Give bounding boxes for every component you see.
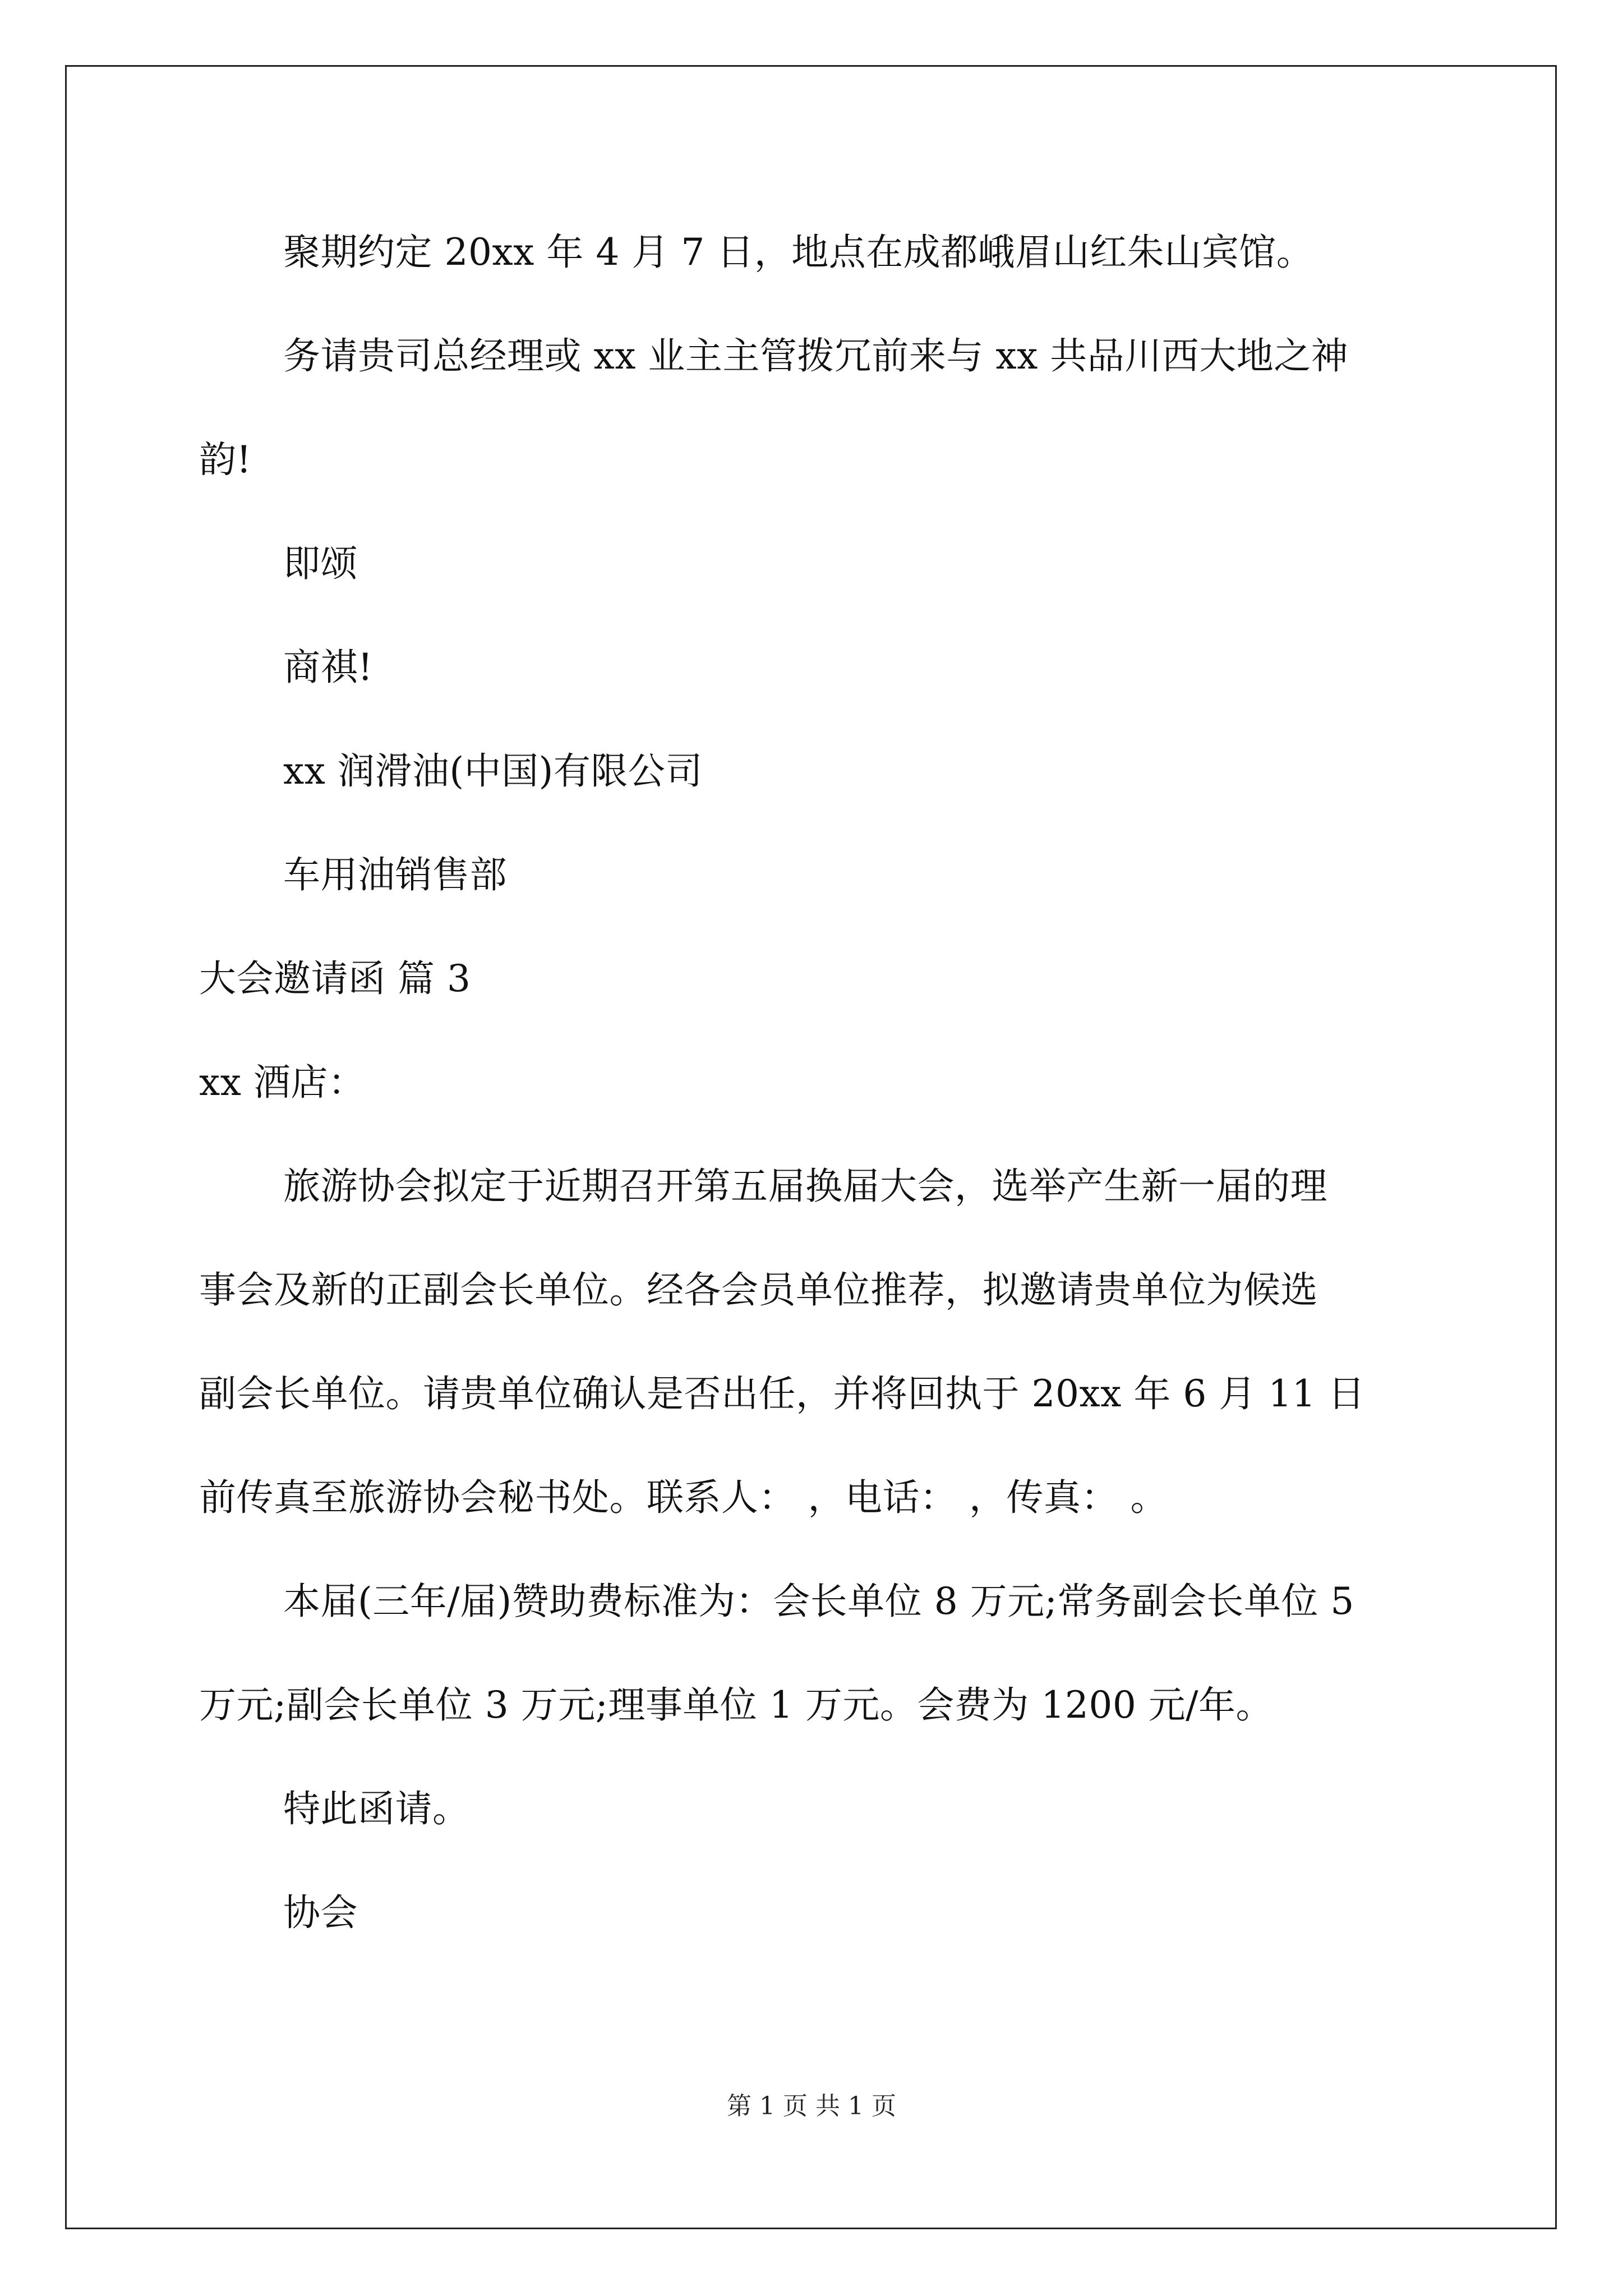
paragraph-line: 事会及新的正副会长单位。经各会员单位推荐，拟邀请贵单位为候选: [199, 1268, 1318, 1312]
signature-department: 车用油销售部: [283, 853, 507, 896]
page-footer: 第 1 页 共 1 页: [727, 2092, 896, 2120]
signature-org: 协会: [283, 1891, 358, 1934]
paragraph-line: 本届(三年/届)赞助费标准为：会长单位 8 万元;常务副会长单位 5: [283, 1580, 1354, 1623]
paragraph-line: 韵!: [199, 438, 252, 481]
closing-line: 特此函请。: [283, 1787, 470, 1830]
salutation: xx 酒店：: [199, 1061, 366, 1104]
paragraph-line: 务请贵司总经理或 xx 业主主管拨冗前来与 xx 共品川西大地之神: [283, 334, 1349, 378]
closing-line: 商祺!: [283, 646, 374, 689]
paragraph-line: 副会长单位。请贵单位确认是否出任，并将回执于 20xx 年 6 月 11 日: [199, 1372, 1366, 1415]
paragraph-line: 前传真至旅游协会秘书处。联系人： ，电话： ，传真： 。: [199, 1476, 1168, 1519]
section-heading: 大会邀请函 篇 3: [199, 957, 471, 1000]
paragraph-line: 旅游协会拟定于近期召开第五届换届大会，选举产生新一届的理: [283, 1165, 1327, 1208]
paragraph-line: 万元;副会长单位 3 万元;理事单位 1 万元。会费为 1200 元/年。: [199, 1683, 1274, 1727]
paragraph-line: 聚期约定 20xx 年 4 月 7 日，地点在成都峨眉山红朱山宾馆。: [283, 231, 1314, 274]
closing-line: 即颂: [283, 542, 358, 585]
signature-company: xx 润滑油(中国)有限公司: [283, 749, 703, 793]
